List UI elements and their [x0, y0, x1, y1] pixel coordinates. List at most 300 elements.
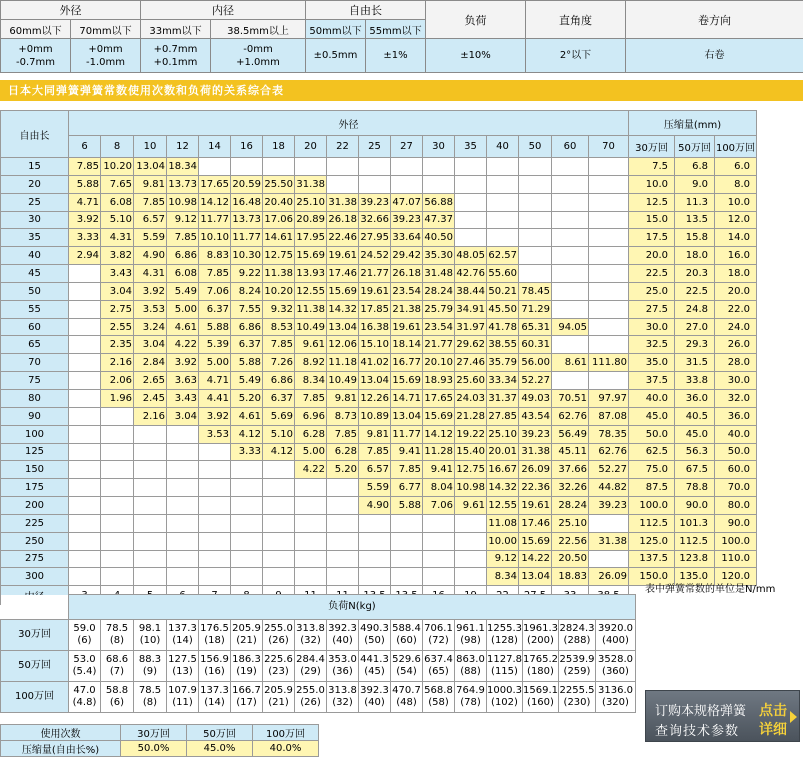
spring-constant-cell: 6.86	[231, 318, 263, 336]
spring-constant-cell	[101, 425, 134, 443]
table-row	[1, 175, 757, 193]
spring-constant-cell	[487, 193, 519, 211]
spring-constant-cell: 47.37	[423, 211, 455, 229]
load-cell	[423, 682, 455, 713]
spring-constant-cell: 1.96	[101, 389, 134, 407]
spring-constant-cell: 5.59	[359, 479, 391, 497]
spring-constant-cell	[69, 443, 101, 461]
spring-constant-cell	[69, 372, 101, 390]
spring-constant-cell	[69, 497, 101, 515]
load-kg: (36)	[332, 666, 353, 677]
spring-constant-cell	[101, 532, 134, 550]
spring-constant-cell: 5.88	[231, 354, 263, 372]
spring-constant-cell: 8.61	[552, 354, 589, 372]
table-row	[1, 158, 757, 176]
spring-constant-cell	[231, 514, 263, 532]
spring-constant-cell: 12.55	[487, 497, 519, 515]
compression-cell: 15.0	[629, 211, 675, 229]
spring-constant-cell	[552, 336, 589, 354]
tol-value: 2°以下	[559, 50, 592, 61]
tol-outer-header: 外径	[1, 1, 141, 20]
compression-cell: 16.0	[715, 247, 757, 265]
load-row	[1, 620, 636, 651]
spring-constant-cell: 18.83	[552, 568, 589, 586]
spring-constant-cell: 97.97	[589, 389, 629, 407]
spring-constant-cell	[391, 158, 423, 176]
load-newton: 1127.8	[487, 654, 522, 665]
table-row	[1, 532, 757, 550]
load-cell	[199, 651, 231, 682]
spring-constant-cell: 8.73	[327, 407, 359, 425]
cta-detail: 详细	[759, 722, 787, 738]
spring-constant-cell: 26.09	[589, 568, 629, 586]
load-newton: 255.0	[296, 685, 325, 696]
spring-constant-cell: 20.01	[487, 443, 519, 461]
tol-sub: 50mm以下	[306, 20, 366, 39]
spring-constant-cell: 7.85	[263, 336, 295, 354]
spring-constant-cell: 13.04	[519, 568, 552, 586]
tol-value: ±1%	[383, 50, 408, 61]
load-newton: 225.6	[264, 654, 293, 665]
spring-constant-cell: 14.12	[423, 425, 455, 443]
load-cell	[327, 682, 359, 713]
spring-constant-cell: 17.85	[359, 300, 391, 318]
compression-cell: 112.5	[629, 514, 675, 532]
spring-constant-cell	[295, 550, 327, 568]
spring-constant-cell	[359, 568, 391, 586]
spring-constant-cell: 78.45	[519, 282, 552, 300]
free-length-cell: 30	[1, 211, 69, 229]
spring-constant-cell	[589, 372, 629, 390]
spring-constant-cell	[589, 193, 629, 211]
load-row	[1, 682, 636, 713]
spring-constant-cell: 10.89	[359, 407, 391, 425]
spring-constant-cell: 50.21	[487, 282, 519, 300]
spring-constant-cell: 11.38	[295, 300, 327, 318]
spring-constant-cell: 11.38	[263, 265, 295, 283]
load-cell	[263, 651, 295, 682]
load-kg: (21)	[236, 635, 257, 646]
compression-cell: 110.0	[715, 550, 757, 568]
spring-constant-cell	[134, 443, 167, 461]
spring-constant-cell: 23.54	[423, 318, 455, 336]
spring-constant-cell	[101, 497, 134, 515]
load-cell	[134, 682, 167, 713]
spring-constant-cell	[134, 497, 167, 515]
load-kg: (5.4)	[72, 666, 97, 677]
spring-constant-cell	[391, 514, 423, 532]
spring-constant-cell	[134, 425, 167, 443]
compression-cell: 8.0	[715, 175, 757, 193]
free-length-cell: 70	[1, 354, 69, 372]
free-length-cell: 65	[1, 336, 69, 354]
spring-constant-cell	[69, 282, 101, 300]
free-length-cell: 15	[1, 158, 69, 176]
spring-constant-cell	[455, 158, 487, 176]
load-newton: 490.3	[360, 623, 389, 634]
summary-compression-label: 压缩量(自由长%)	[1, 741, 121, 757]
compression-cell: 20.0	[629, 247, 675, 265]
compression-cell: 45.0	[629, 407, 675, 425]
free-length-cell: 20	[1, 175, 69, 193]
load-cell	[391, 651, 423, 682]
tol-sub: 33mm以下	[141, 20, 211, 39]
spring-constant-cell	[589, 265, 629, 283]
spring-constant-cell: 14.71	[391, 389, 423, 407]
tol-sub: 55mm以下	[366, 20, 426, 39]
load-kg: (288)	[563, 635, 591, 646]
tol-sub: 60mm以下	[1, 20, 71, 39]
load-kg: (6)	[109, 697, 125, 708]
spring-constant-cell: 15.69	[519, 532, 552, 550]
free-length-cell: 45	[1, 265, 69, 283]
spring-constant-cell	[199, 550, 231, 568]
tol-value-cell	[141, 39, 211, 73]
spring-constant-cell: 41.02	[359, 354, 391, 372]
load-cycle-label: 50万回	[1, 651, 69, 682]
tolerance-table	[0, 0, 803, 73]
spring-constant-cell	[199, 443, 231, 461]
spring-constant-cell: 4.90	[359, 497, 391, 515]
spring-constant-cell: 44.82	[589, 479, 629, 497]
load-newton: 137.3	[168, 623, 197, 634]
spring-constant-cell: 4.71	[69, 193, 101, 211]
spring-constant-cell	[263, 461, 295, 479]
load-kg: (88)	[460, 666, 481, 677]
spring-constant-cell	[69, 479, 101, 497]
spring-constant-cell: 5.49	[167, 282, 199, 300]
spring-constant-cell: 10.20	[263, 282, 295, 300]
spring-constant-cell: 3.04	[101, 282, 134, 300]
spring-constant-cell	[589, 318, 629, 336]
spring-constant-cell: 8.83	[199, 247, 231, 265]
spring-constant-cell: 4.22	[295, 461, 327, 479]
tol-values-row	[1, 39, 803, 73]
spring-constant-cell: 13.04	[391, 407, 423, 425]
spring-constant-cell: 3.33	[231, 443, 263, 461]
compression-cell: 56.3	[675, 443, 715, 461]
load-kg: (115)	[491, 666, 518, 677]
spring-constant-cell: 26.18	[391, 265, 423, 283]
spring-constant-cell: 5.69	[263, 407, 295, 425]
tol-inner-header: 内径	[141, 1, 306, 20]
spring-constant-cell: 24.52	[359, 247, 391, 265]
load-cell	[69, 682, 101, 713]
spring-constant-cell	[134, 461, 167, 479]
compression-cell: 37.5	[629, 372, 675, 390]
spring-constant-cell: 27.85	[487, 407, 519, 425]
spring-constant-cell: 29.62	[455, 336, 487, 354]
load-newton: 2255.5	[559, 685, 595, 696]
load-newton: 1961.3	[523, 623, 558, 634]
load-cell	[167, 620, 199, 651]
spring-constant-cell: 8.53	[263, 318, 295, 336]
spring-constant-cell: 6.57	[359, 461, 391, 479]
load-newton: 3920.0	[598, 623, 633, 634]
spring-constant-cell	[589, 211, 629, 229]
table-row	[1, 336, 757, 354]
load-newton: 863.0	[456, 654, 485, 665]
load-newton: 127.5	[168, 654, 197, 665]
free-length-cell: 40	[1, 247, 69, 265]
spring-constant-cell: 13.73	[231, 211, 263, 229]
load-cell	[101, 651, 134, 682]
free-length-cell: 55	[1, 300, 69, 318]
spring-constant-cell: 12.75	[455, 461, 487, 479]
spring-constant-cell	[263, 568, 295, 586]
spring-constant-cell: 60.31	[519, 336, 552, 354]
spring-constant-cell: 31.48	[423, 265, 455, 283]
spring-constant-cell	[134, 532, 167, 550]
table-row	[1, 265, 757, 283]
spring-constant-cell: 20.40	[263, 193, 295, 211]
compression-cell: 10.0	[715, 193, 757, 211]
load-kg: (26)	[268, 635, 289, 646]
load-kg: (6)	[77, 635, 92, 646]
spring-constant-cell: 29.42	[391, 247, 423, 265]
spring-constant-cell	[552, 300, 589, 318]
load-kg: (11)	[172, 697, 193, 708]
spring-constant-cell: 9.81	[134, 175, 167, 193]
free-length-header: 自由长	[1, 111, 69, 158]
spring-constant-cell	[295, 532, 327, 550]
compression-cell: 18.0	[715, 265, 757, 283]
spring-constant-cell: 13.04	[134, 158, 167, 176]
compression-cell: 40.5	[675, 407, 715, 425]
load-kg: (21)	[268, 697, 289, 708]
compression-cell: 87.5	[629, 479, 675, 497]
outer-diameter-50: 50	[519, 136, 552, 158]
spring-constant-cell	[69, 265, 101, 283]
load-newton: 1255.3	[487, 623, 522, 634]
spring-constant-cell: 25.79	[423, 300, 455, 318]
spring-constant-cell	[134, 550, 167, 568]
compression-cell: 101.3	[675, 514, 715, 532]
spring-constant-cell	[589, 175, 629, 193]
outer-diameter-20: 20	[295, 136, 327, 158]
spring-constant-cell: 9.12	[487, 550, 519, 568]
load-cell	[69, 620, 101, 651]
spring-constant-cell	[295, 497, 327, 515]
spring-constant-cell: 5.59	[134, 229, 167, 247]
spring-constant-cell: 7.85	[359, 443, 391, 461]
spring-constant-cell: 11.77	[391, 425, 423, 443]
spring-constant-cell: 7.85	[199, 265, 231, 283]
spring-constant-cell	[263, 550, 295, 568]
compression-cell: 123.8	[675, 550, 715, 568]
spring-constant-cell: 21.77	[359, 265, 391, 283]
spring-constant-cell: 25.50	[263, 175, 295, 193]
spring-constant-cell: 2.35	[101, 336, 134, 354]
outer-diameter-70: 70	[589, 136, 629, 158]
spring-constant-cell: 3.53	[134, 300, 167, 318]
spring-constant-cell	[423, 514, 455, 532]
compression-cell: 125.0	[629, 532, 675, 550]
spring-constant-cell: 3.43	[167, 389, 199, 407]
load-newton: 568.8	[424, 685, 453, 696]
load-kg: (40)	[332, 635, 353, 646]
load-newton: 1765.2	[523, 654, 558, 665]
spring-constant-cell: 9.81	[359, 425, 391, 443]
spring-constant-cell: 16.67	[487, 461, 519, 479]
tol-value-cell	[626, 39, 803, 73]
spring-constant-cell	[589, 229, 629, 247]
spring-constant-cell	[101, 443, 134, 461]
spring-constant-cell: 15.69	[423, 407, 455, 425]
load-cell	[359, 620, 391, 651]
load-newton: 59.0	[73, 623, 96, 634]
compression-cell: 12.5	[629, 193, 675, 211]
spring-constant-cell	[327, 550, 359, 568]
spring-constant-cell: 11.08	[487, 514, 519, 532]
spring-constant-cell: 62.76	[589, 443, 629, 461]
spring-constant-cell	[455, 193, 487, 211]
outer-diameter-25: 25	[359, 136, 391, 158]
spring-constant-cell	[552, 175, 589, 193]
load-cell	[487, 651, 523, 682]
spring-constant-cell	[423, 175, 455, 193]
spring-constant-cell: 28.24	[552, 497, 589, 515]
free-length-cell: 50	[1, 282, 69, 300]
load-kg: (78)	[460, 697, 481, 708]
spring-constant-cell: 23.54	[391, 282, 423, 300]
cycle-header: 50万回	[675, 136, 715, 158]
spring-constant-cell: 27.46	[455, 354, 487, 372]
load-kg: (17)	[236, 697, 257, 708]
spring-constant-cell: 7.85	[69, 158, 101, 176]
load-newton: 78.5	[138, 685, 162, 696]
spring-constant-cell	[455, 514, 487, 532]
compression-cell: 45.0	[675, 425, 715, 443]
spring-constant-cell: 19.22	[455, 425, 487, 443]
table-row	[1, 425, 757, 443]
arrow-right-icon	[790, 711, 797, 723]
load-cell	[523, 620, 559, 651]
order-spring-button[interactable]	[645, 690, 800, 742]
outer-diameter-14: 14	[199, 136, 231, 158]
spring-constant-cell: 31.38	[519, 443, 552, 461]
spring-constant-cell: 8.92	[295, 354, 327, 372]
compression-cell: 15.8	[675, 229, 715, 247]
spring-constant-cell: 10.98	[455, 479, 487, 497]
load-cell	[596, 620, 636, 651]
load-cell	[295, 682, 327, 713]
load-kg: (200)	[527, 635, 554, 646]
spring-constant-cell: 11.28	[423, 443, 455, 461]
spring-constant-cell: 31.38	[295, 175, 327, 193]
spring-constant-cell: 70.51	[552, 389, 589, 407]
spring-constant-cell: 2.16	[134, 407, 167, 425]
table-row	[1, 497, 757, 515]
compression-cell: 30.0	[715, 372, 757, 390]
spring-constant-cell: 52.27	[519, 372, 552, 390]
load-kg: (60)	[396, 635, 417, 646]
spring-constant-cell: 15.69	[295, 247, 327, 265]
spring-constant-cell: 2.06	[101, 372, 134, 390]
spring-constant-cell: 2.16	[101, 354, 134, 372]
spring-constant-cell: 16.38	[359, 318, 391, 336]
spring-constant-cell	[263, 479, 295, 497]
spring-constant-cell: 6.57	[134, 211, 167, 229]
spring-constant-cell: 7.55	[231, 300, 263, 318]
spring-constant-cell: 32.26	[552, 479, 589, 497]
spring-constant-cell: 3.04	[134, 336, 167, 354]
spring-constant-cell: 14.32	[487, 479, 519, 497]
spring-constant-cell	[134, 568, 167, 586]
load-kg: (50)	[364, 635, 385, 646]
load-cell	[69, 651, 101, 682]
compression-cell: 67.5	[675, 461, 715, 479]
compression-cell: 100.0	[629, 497, 675, 515]
spring-constant-cell: 31.38	[589, 532, 629, 550]
spring-constant-cell	[263, 532, 295, 550]
spring-constant-cell: 25.10	[295, 193, 327, 211]
table-row	[1, 372, 757, 390]
load-cell	[596, 651, 636, 682]
spring-constant-cell: 20.10	[423, 354, 455, 372]
spring-constant-cell: 4.31	[134, 265, 167, 283]
load-cell	[523, 682, 559, 713]
spring-constant-cell: 3.63	[167, 372, 199, 390]
spring-constant-cell: 6.96	[295, 407, 327, 425]
load-newton: 2824.3	[559, 623, 595, 634]
compression-cell: 35.0	[629, 354, 675, 372]
load-cell	[231, 620, 263, 651]
tol-value: ±0.5mm	[313, 50, 358, 61]
spring-constant-cell	[101, 461, 134, 479]
spring-constant-cell	[199, 514, 231, 532]
spring-constant-cell: 9.61	[295, 336, 327, 354]
spring-constant-cell: 10.10	[199, 229, 231, 247]
load-kg: (320)	[602, 697, 629, 708]
cycle-header: 30万回	[629, 136, 675, 158]
load-header: 负荷N(kg)	[69, 595, 636, 620]
spring-constant-cell: 2.45	[134, 389, 167, 407]
load-kg: (19)	[236, 666, 257, 677]
spring-constant-cell: 4.22	[167, 336, 199, 354]
compression-cell: 27.0	[675, 318, 715, 336]
load-kg: (14)	[172, 635, 193, 646]
load-newton: 313.8	[328, 685, 357, 696]
compression-cell: 25.0	[629, 282, 675, 300]
spring-constant-cell	[359, 532, 391, 550]
spring-constant-cell	[69, 550, 101, 568]
spring-constant-cell	[231, 532, 263, 550]
load-cell	[199, 682, 231, 713]
load-cell	[523, 651, 559, 682]
spring-constant-cell: 6.08	[167, 265, 199, 283]
spring-constant-cell	[167, 568, 199, 586]
spring-constant-cell: 8.34	[295, 372, 327, 390]
load-cycle-label: 30万回	[1, 620, 69, 651]
spring-constant-cell: 15.40	[455, 443, 487, 461]
spring-constant-cell	[589, 158, 629, 176]
spring-constant-cell	[327, 175, 359, 193]
load-kg: (23)	[268, 666, 289, 677]
load-cell	[134, 620, 167, 651]
spring-constant-cell: 10.00	[487, 532, 519, 550]
load-newton: 58.8	[105, 685, 129, 696]
load-cell	[295, 651, 327, 682]
compression-cell: 14.0	[715, 229, 757, 247]
spring-constant-cell	[589, 514, 629, 532]
load-newton: 98.1	[138, 623, 162, 634]
spring-constant-cell: 65.31	[519, 318, 552, 336]
summary-value: 40.0%	[253, 741, 319, 757]
load-cell	[327, 651, 359, 682]
spring-constant-cell: 7.26	[263, 354, 295, 372]
compression-cell: 31.5	[675, 354, 715, 372]
